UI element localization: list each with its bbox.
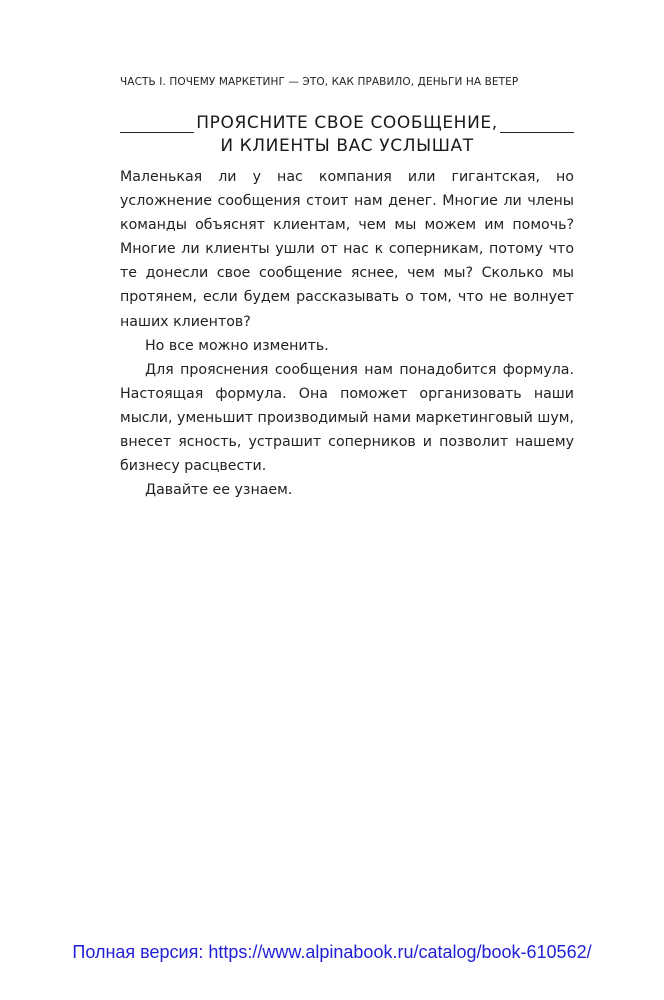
title-rule-right — [500, 132, 574, 133]
paragraph: Для прояснения сообщения нам понадобится формула. Настоящая формула. Она поможет организовать наши мысли, уменьшит производимый нами маркетинговый шум, внесет ясность, устрашит соперников и позволит нашему бизнесу расцвести. — [120, 361, 574, 475]
paragraph: Давайте ее узнаем. — [145, 482, 293, 499]
body-text — [120, 165, 574, 502]
full-version-link[interactable]: Полная версия: https://www.alpinabook.ru/catalog/book-610562/ — [72, 942, 592, 962]
title-rule-left — [120, 132, 194, 133]
section-title-text-1: ПРОЯСНИТЕ СВОЕ СООБЩЕНИЕ, — [196, 113, 498, 133]
paragraph: Маленькая ли у нас компания или гигантская, но усложнение сообщения стоит нам денег. Многие ли члены команды объяснят клиентам, чем мы можем им помочь? Многие ли клиенты ушли от нас к соперникам, потому что те донесли свое сообщение яснее, чем мы? Сколько мы протянем, если будем рассказывать о том, что не волнует наших клиентов? — [120, 169, 574, 330]
paragraph: Но все можно изменить. — [145, 337, 329, 354]
section-title-line-1 — [120, 112, 574, 135]
section-title — [120, 112, 574, 158]
section-title-line-2: И КЛИЕНТЫ ВАС УСЛЫШАТ — [220, 136, 474, 156]
running-head: ЧАСТЬ I. ПОЧЕМУ МАРКЕТИНГ — ЭТО, КАК ПРАВИЛО, ДЕНЬГИ НА ВЕТЕР — [120, 76, 519, 88]
